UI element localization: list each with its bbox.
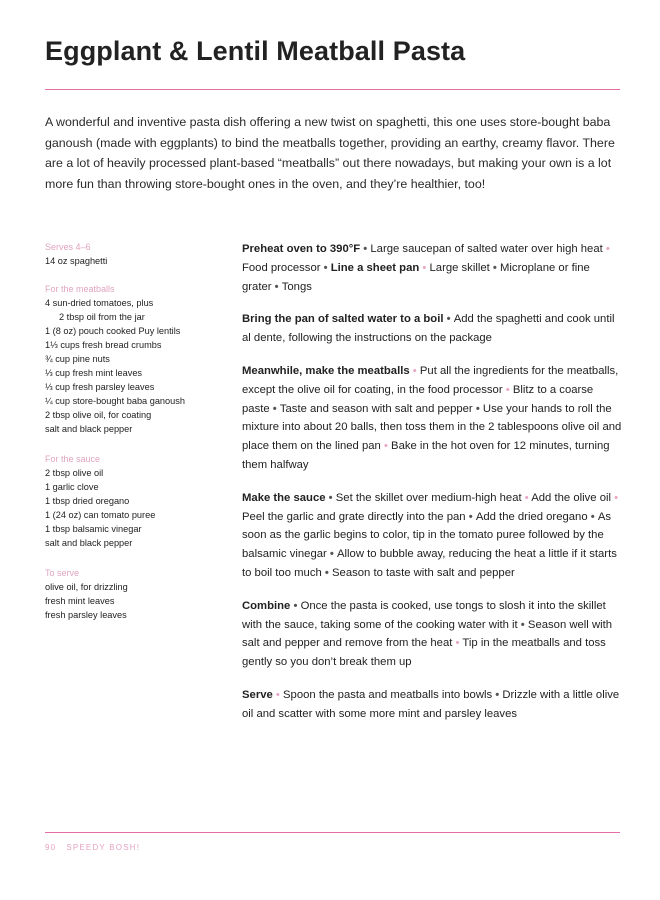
page-footer xyxy=(45,843,140,852)
bullet-separator: • xyxy=(452,637,463,650)
ingredient-item: fresh parsley leaves xyxy=(45,610,127,620)
step-text: As soon as the garlic begins to color, tip in the tomato puree followed by the balsamic vinegar xyxy=(242,510,612,561)
step-title: Make the sauce xyxy=(242,491,326,504)
bullet-separator: • xyxy=(271,280,282,293)
ingredient-group-to-serve xyxy=(45,566,225,622)
step-text: Put all the ingredients for the meatballs, except the olive oil for coating, in the food processor xyxy=(242,364,619,396)
book-title: SPEEDY BOSH! xyxy=(66,843,141,852)
ingredient-item: fresh mint leaves xyxy=(45,596,115,606)
bullet-separator: • xyxy=(489,261,501,274)
step-text: Taste and season with salt and pepper xyxy=(279,402,473,415)
ingredient-list xyxy=(45,580,225,622)
bullet-separator: • xyxy=(380,440,392,453)
step-text: Add the spaghetti and cook until al dente, following the instructions on the package xyxy=(242,313,615,345)
bullet-separator: • xyxy=(321,566,332,579)
bullet-separator: • xyxy=(443,313,454,326)
method-column xyxy=(242,240,622,738)
ingredient-item: salt and black pepper xyxy=(45,424,133,434)
ingredient-item: 2 tbsp olive oil xyxy=(45,468,104,478)
ingredient-item: 4 sun-dried tomatoes, plus xyxy=(45,298,154,308)
method-step-combine xyxy=(242,597,622,672)
step-text: Peel the garlic and grate directly into the pan xyxy=(242,510,466,523)
bullet-separator: • xyxy=(521,491,532,504)
group-heading: For the sauce xyxy=(45,454,101,464)
step-text: Set the skillet over medium-high heat xyxy=(335,491,522,504)
bullet-separator: • xyxy=(465,510,476,523)
step-text: Spoon the pasta and meatballs into bowls xyxy=(283,688,493,701)
ingredient-item: 2 tbsp oil from the jar xyxy=(59,312,145,322)
group-heading: To serve xyxy=(45,568,80,578)
bullet-separator: • xyxy=(611,491,619,504)
ingredient-item: 1 (8 oz) pouch cooked Puy lentils xyxy=(45,326,181,336)
ingredient-list xyxy=(45,296,225,436)
bullet-separator: • xyxy=(272,688,284,701)
ingredient-item: ⅓ cup fresh parsley leaves xyxy=(45,382,155,392)
step-text: Drizzle with a little olive oil and scatter with some more mint and parsley leaves xyxy=(242,688,620,720)
bullet-separator: • xyxy=(360,243,371,255)
ingredient-list xyxy=(45,466,225,550)
recipe-title: Eggplant & Lentil Meatball Pasta xyxy=(45,36,466,66)
prep-item: Large saucepan of salted water over high heat xyxy=(370,243,603,255)
ingredients-column xyxy=(45,240,225,638)
ingredient-item: salt and black pepper xyxy=(45,538,133,548)
method-step-meatballs xyxy=(242,362,622,475)
bullet-separator: • xyxy=(290,599,301,612)
prep-item: Large skillet xyxy=(429,261,490,274)
ingredient-item: 2 tbsp olive oil, for coating xyxy=(45,410,152,420)
step-text: Season to taste with salt and pepper xyxy=(332,566,515,579)
serves-label: Serves 4–6 xyxy=(45,242,91,252)
intro-paragraph: A wonderful and inventive pasta dish offering a new twist on spaghetti, this one uses store-bought baba ganoush (made with eggplants) to bind the meatballs together, providing an earthy, creamy flavor. There are a lot of heavily processed plant-based “meatballs” out there nowadays, but making your own is a lot more fun than throwing store-bought ones in the oven, and they’re healthier, too! xyxy=(45,115,615,191)
bullet-separator: • xyxy=(472,402,483,415)
method-step-sauce xyxy=(242,489,622,583)
ingredient-item: olive oil, for drizzling xyxy=(45,582,128,592)
footer-divider xyxy=(45,832,620,833)
step-title: Serve xyxy=(242,688,273,701)
bullet-separator: • xyxy=(602,243,610,255)
ingredient-item: ⅓ cup fresh mint leaves xyxy=(45,368,143,378)
bullet-separator: • xyxy=(492,688,503,701)
bullet-separator: • xyxy=(409,364,420,377)
ingredient-item: 1 garlic clove xyxy=(45,482,99,492)
bullet-separator: • xyxy=(320,261,331,274)
ingredient-group-sauce xyxy=(45,452,225,550)
prep-item: Line a sheet pan xyxy=(330,261,420,274)
step-text: Season well with salt and pepper and remove from the heat xyxy=(242,618,613,650)
bullet-separator: • xyxy=(269,402,280,415)
bullet-separator: • xyxy=(502,383,513,396)
bullet-separator: • xyxy=(325,491,336,504)
method-step-serve xyxy=(242,686,622,724)
prep-item: Food processor xyxy=(242,261,321,274)
ingredient-item: 1 tbsp balsamic vinegar xyxy=(45,524,142,534)
page-number: 90 xyxy=(45,843,57,852)
step-title: Combine xyxy=(242,599,291,612)
bullet-separator: • xyxy=(326,548,337,561)
step-text: Add the dried oregano xyxy=(475,510,588,523)
step-text: Use your hands to roll the mixture into about 20 balls, then toss them in the 2 tablespoons olive oil and place them on the lined pan xyxy=(242,402,622,453)
method-step-boil xyxy=(242,310,622,348)
title-divider xyxy=(45,89,620,90)
ingredient-item: 1⅓ cups fresh bread crumbs xyxy=(45,340,162,350)
prep-item: Tongs xyxy=(281,280,312,293)
step-text: Allow to bubble away, reducing the heat a little if it starts to boil too much xyxy=(242,548,617,579)
bullet-separator: • xyxy=(419,261,430,274)
ingredient-item: 1 tbsp dried oregano xyxy=(45,496,130,506)
step-text: Bake in the hot oven for 12 minutes, turning them halfway xyxy=(242,440,610,471)
prep-item: Microplane or fine grater xyxy=(242,261,590,293)
bullet-separator: • xyxy=(517,618,528,631)
base-ingredient: 14 oz spaghetti xyxy=(45,256,108,266)
ingredient-group-meatballs xyxy=(45,282,225,436)
prep-step xyxy=(242,240,622,296)
ingredient-item: 1 (24 oz) can tomato puree xyxy=(45,510,156,520)
ingredient-item: ¾ cup pine nuts xyxy=(45,354,110,364)
step-text: Once the pasta is cooked, use tongs to slosh it into the skillet with the sauce, taking some of the cooking water with it xyxy=(242,599,606,631)
bullet-separator: • xyxy=(587,510,598,523)
step-title: Meanwhile, make the meatballs xyxy=(242,364,410,377)
step-text: Add the olive oil xyxy=(531,491,611,504)
group-heading: For the meatballs xyxy=(45,284,115,294)
serves-block xyxy=(45,240,225,268)
step-title: Bring the pan of salted water to a boil xyxy=(242,313,444,326)
step-text: Blitz to a coarse paste xyxy=(242,383,594,415)
step-text: Tip in the meatballs and toss gently so you don’t break them up xyxy=(242,637,606,669)
prep-item: Preheat oven to 390°F xyxy=(242,243,361,255)
ingredient-item: ¼ cup store-bought baba ganoush xyxy=(45,396,185,406)
